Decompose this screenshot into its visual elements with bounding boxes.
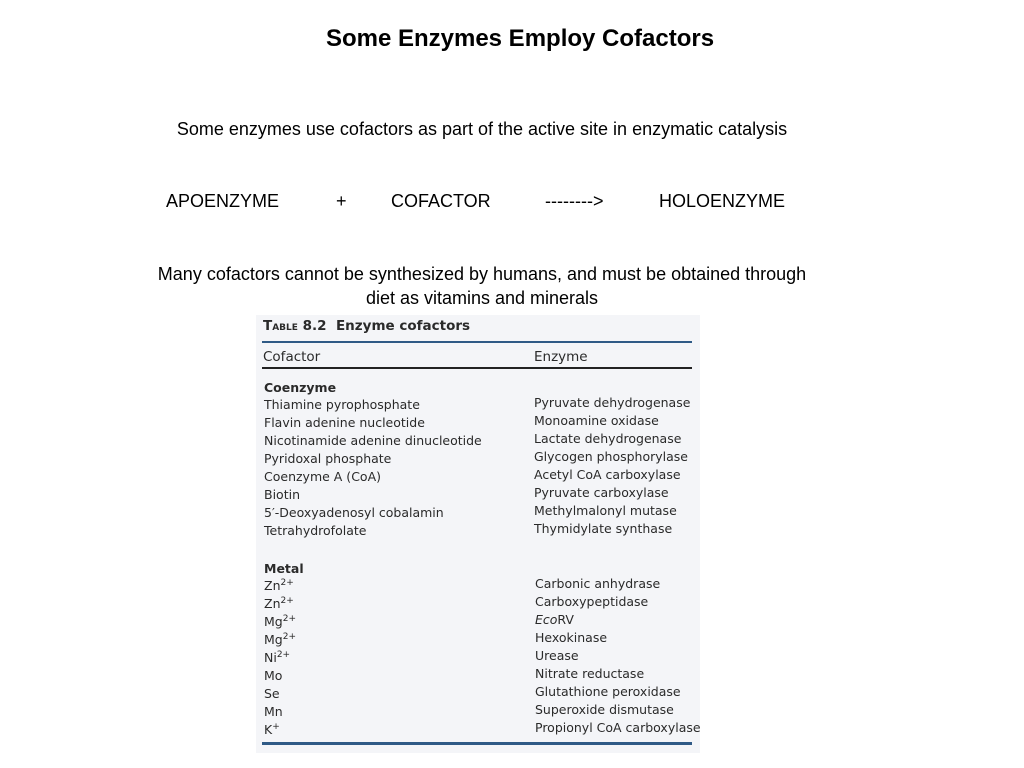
metal-enzyme-cell [535,631,607,645]
metal-symbol: K [264,722,273,737]
table-top-rule [262,341,692,343]
coenzyme-cofactor-cell: Biotin [264,487,300,502]
metal-enzyme-cell [535,649,579,663]
coenzyme-cofactor-cell: Coenzyme A (CoA) [264,469,381,484]
metal-enzyme-name: Superoxide dismutase [535,702,674,717]
coenzyme-cofactor-cell: Pyridoxal phosphate [264,451,392,466]
equation-arrow: --------> [545,191,604,211]
table-caption [263,318,470,334]
metal-symbol: Zn [264,578,281,593]
metal-charge: + [272,722,280,732]
table-header-rule [262,367,692,369]
slide-title: Some Enzymes Employ Cofactors [325,25,715,52]
metal-symbol: Mn [264,704,283,719]
metal-cofactor-cell [264,615,296,629]
coenzyme-enzyme-cell: Pyruvate carboxylase [534,485,669,500]
metal-symbol: Mg [264,614,283,629]
metal-enzyme-cell [535,577,660,591]
equation-plus: + [336,191,347,211]
metal-cofactor-cell [264,669,282,683]
metal-enzyme-name: Propionyl CoA carboxylase [535,720,701,735]
metal-enzyme-name: Nitrate reductase [535,666,645,681]
table-caption-prefix: Table 8.2 [263,318,327,334]
column-header-cofactor: Cofactor [263,349,321,365]
coenzyme-enzyme-cell: Acetyl CoA carboxylase [534,467,681,482]
coenzyme-cofactor-cell: 5′-Deoxyadenosyl cobalamin [264,505,444,520]
coenzyme-enzyme-cell: Monoamine oxidase [534,413,659,428]
metal-symbol: Mo [264,668,283,683]
metal-enzyme-cell [535,685,681,699]
metal-charge: 2+ [282,632,297,642]
metal-enzyme-cell [535,595,648,609]
coenzyme-cofactor-cell: Tetrahydrofolate [264,523,367,538]
metal-enzyme-cell [535,721,701,735]
equation-apoenzyme: APOENZYME [166,191,280,211]
metal-enzyme-name: Carbonic anhydrase [535,576,661,591]
metal-cofactor-cell [264,705,283,719]
metal-enzyme-name: Hexokinase [535,630,608,645]
table-caption-title: Enzyme cofactors [335,318,471,334]
note-text: Many cofactors cannot be synthesized by humans, and must be obtained through diet as vitamins and minerals [157,264,807,308]
coenzyme-cofactor-cell: Flavin adenine nucleotide [264,415,425,430]
coenzyme-enzyme-cell: Thymidylate synthase [534,521,673,536]
coenzyme-enzyme-cell: Glycogen phosphorylase [534,449,688,464]
metal-enzyme-name: RV [557,612,574,627]
metal-symbol: Ni [264,650,277,665]
equation-holoenzyme: HOLOENZYME [659,191,786,211]
metal-cofactor-cell [264,579,294,593]
table-bottom-rule [262,742,692,745]
metal-symbol: Mg [264,632,283,647]
coenzyme-enzyme-cell: Methylmalonyl mutase [534,503,677,518]
metal-charge: 2+ [280,578,294,588]
metal-enzyme-cell [535,667,644,681]
metal-cofactor-cell [264,597,294,611]
metal-cofactor-cell [264,633,296,647]
metal-symbol: Se [264,686,280,701]
metal-charge: 2+ [282,614,297,624]
metal-cofactor-cell [264,651,290,665]
metal-charge: 2+ [276,650,291,660]
metal-cofactor-cell [264,687,280,701]
metal-charge: 2+ [280,596,294,606]
metal-enzyme-name: Carboxypeptidase [535,594,649,609]
coenzyme-enzyme-cell: Lactate dehydrogenase [534,431,682,446]
metal-enzyme-italic: Eco [535,612,558,627]
metal-heading: Metal [264,561,304,576]
reaction-equation [0,191,1024,215]
metal-symbol: Zn [264,596,281,611]
cofactor-table [256,315,700,753]
coenzyme-enzyme-cell: Pyruvate dehydrogenase [534,395,691,410]
metal-cofactor-cell [264,723,280,737]
metal-enzyme-name: Urease [535,648,579,663]
coenzyme-cofactor-cell: Thiamine pyrophosphate [264,397,420,412]
column-header-enzyme: Enzyme [534,349,588,365]
metal-enzyme-name: Glutathione peroxidase [535,684,681,699]
equation-cofactor: COFACTOR [391,191,491,211]
metal-enzyme-cell [535,613,574,627]
coenzyme-heading: Coenzyme [264,380,337,395]
intro-text: Some enzymes use cofactors as part of the active site in enzymatic catalysis [176,119,788,139]
coenzyme-cofactor-cell: Nicotinamide adenine dinucleotide [264,433,482,448]
metal-enzyme-cell [535,703,674,717]
